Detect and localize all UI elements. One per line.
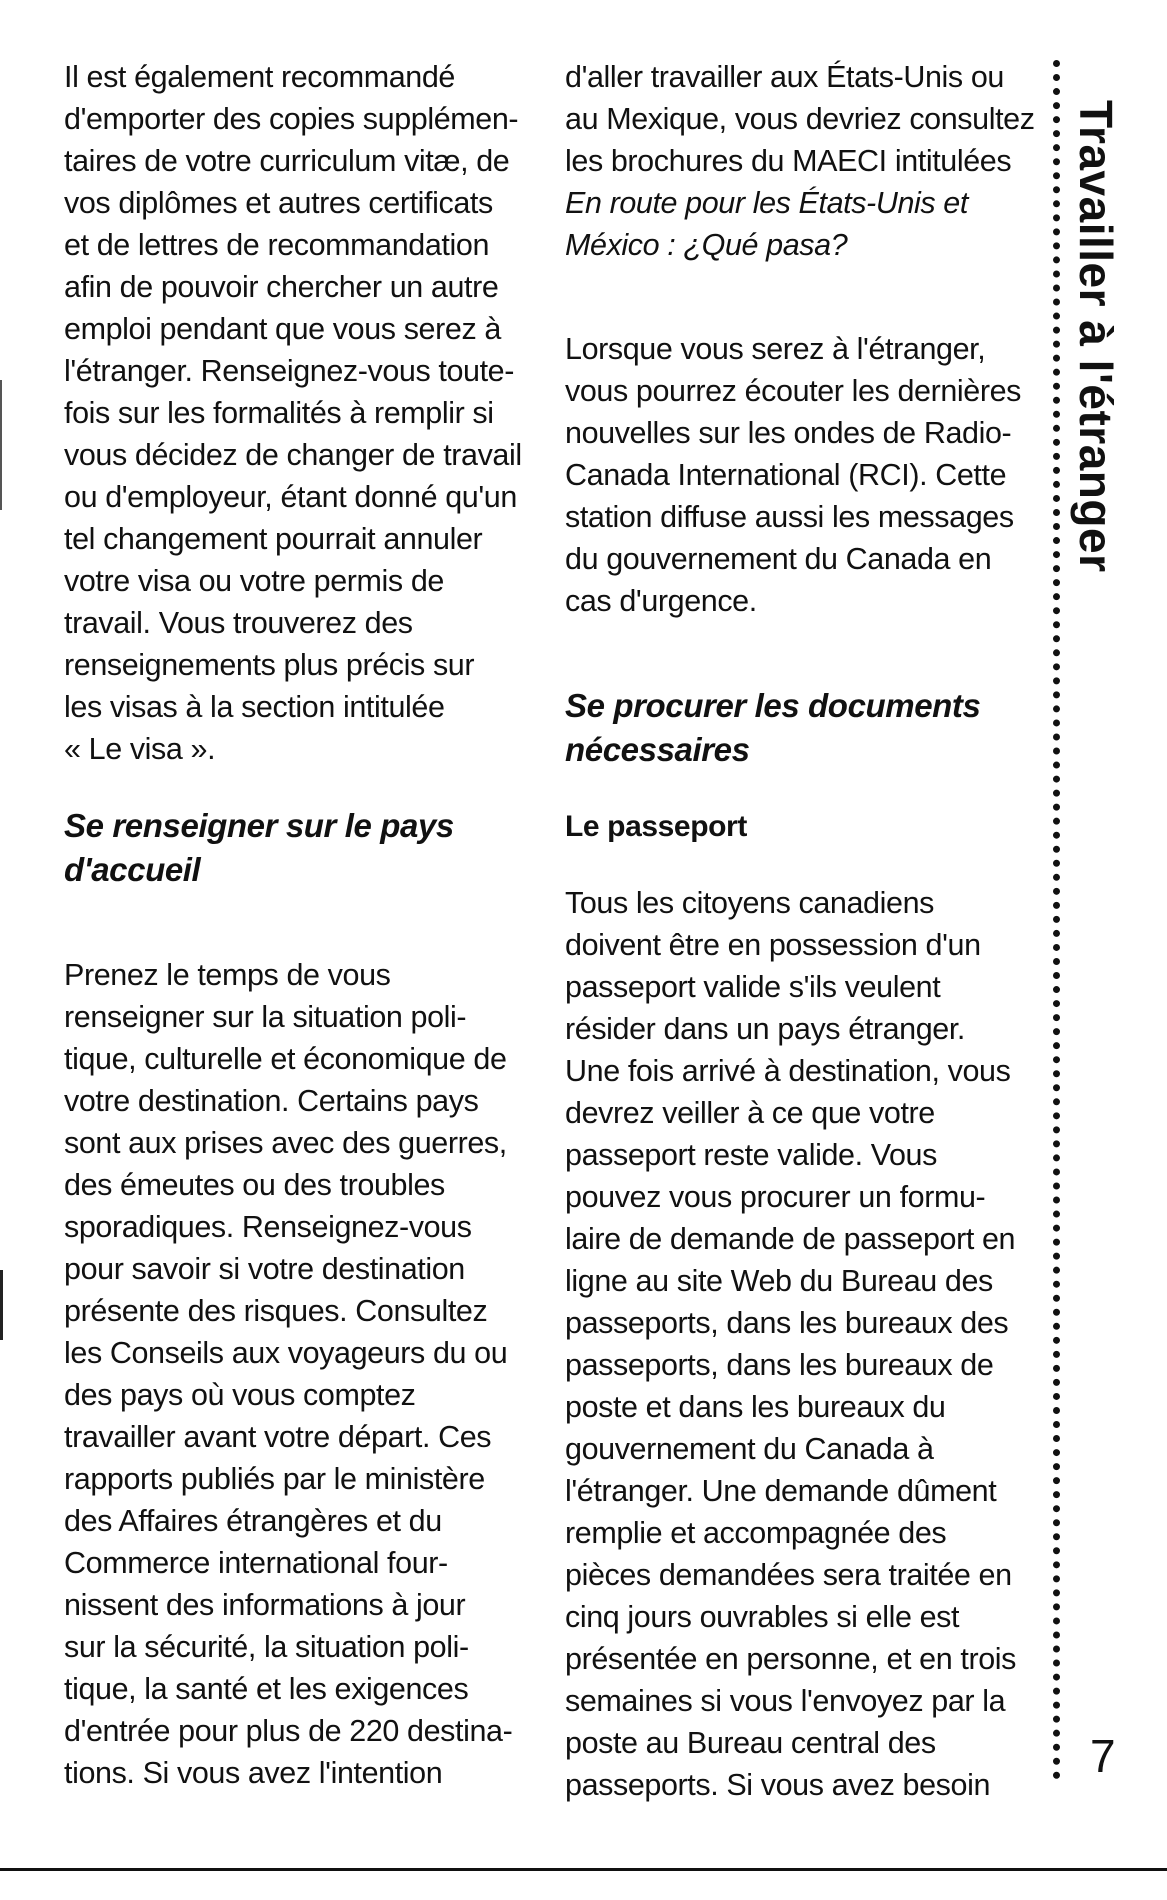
section-heading-documents bbox=[565, 684, 1025, 772]
text-line: passeports, dans les bureaux de bbox=[565, 1348, 994, 1382]
text-line: remplie et accompagnée des bbox=[565, 1516, 947, 1550]
section-heading-host-country bbox=[64, 804, 534, 892]
text-line: résider dans un pays étranger. bbox=[565, 1012, 966, 1046]
brochure-title-line: En route pour les États-Unis et bbox=[565, 186, 968, 220]
text-line: poste au Bureau central des bbox=[565, 1726, 936, 1760]
dotted-divider bbox=[1053, 60, 1060, 1780]
margin-mark bbox=[0, 380, 2, 510]
running-title bbox=[1063, 100, 1129, 580]
text-line: passeport reste valide. Vous bbox=[565, 1138, 937, 1172]
text-line: sporadiques. Renseignez-vous bbox=[64, 1210, 472, 1244]
text-line: vous pourrez écouter les dernières bbox=[565, 374, 1022, 408]
brochure-title-line: México : ¿Qué pasa? bbox=[565, 228, 848, 262]
margin-mark bbox=[0, 1270, 3, 1340]
text-line: sont aux prises avec des guerres, bbox=[64, 1126, 507, 1160]
text-line: tique, la santé et les exigences bbox=[64, 1672, 469, 1706]
text-line: Canada International (RCI). Cette bbox=[565, 458, 1007, 492]
text-line: laire de demande de passeport en bbox=[565, 1222, 1016, 1256]
text-line: doivent être en possession d'un bbox=[565, 928, 981, 962]
text-line: fois sur les formalités à remplir si bbox=[64, 396, 494, 430]
text-line: Il est également recommandé bbox=[64, 60, 455, 94]
text-line: devrez veiller à ce que votre bbox=[565, 1096, 935, 1130]
text-line: les visas à la section intitulée bbox=[64, 690, 445, 724]
text-line: semaines si vous l'envoyez par la bbox=[565, 1684, 1006, 1718]
heading-line: d'accueil bbox=[64, 851, 201, 888]
text-line: travailler avant votre départ. Ces bbox=[64, 1420, 492, 1454]
text-line: poste et dans les bureaux du bbox=[565, 1390, 946, 1424]
text-line: les Conseils aux voyageurs du ou bbox=[64, 1336, 508, 1370]
text-line: pouvez vous procurer un formu- bbox=[565, 1180, 986, 1214]
text-line: d'aller travailler aux États-Unis ou bbox=[565, 60, 1004, 94]
text-line: travail. Vous trouverez des bbox=[64, 606, 413, 640]
text-line: cinq jours ouvrables si elle est bbox=[565, 1600, 960, 1634]
text-line: des Affaires étrangères et du bbox=[64, 1504, 442, 1538]
text-line: station diffuse aussi les messages bbox=[565, 500, 1014, 534]
subheading-passport: Le passeport bbox=[565, 810, 747, 843]
text-line: pièces demandées sera traitée en bbox=[565, 1558, 1012, 1592]
text-line: votre destination. Certains pays bbox=[64, 1084, 479, 1118]
text-line: tique, culturelle et économique de bbox=[64, 1042, 507, 1076]
text-line: vous décidez de changer de travail bbox=[64, 438, 522, 472]
text-line: gouvernement du Canada à bbox=[565, 1432, 934, 1466]
paragraph-passport bbox=[565, 882, 1025, 1806]
text-line: d'entrée pour plus de 220 destina- bbox=[64, 1714, 513, 1748]
page-number: 7 bbox=[1090, 1730, 1116, 1782]
heading-line: Se procurer les documents bbox=[565, 687, 981, 724]
text-line: ligne au site Web du Bureau des bbox=[565, 1264, 993, 1298]
text-line: renseignements plus précis sur bbox=[64, 648, 475, 682]
text-line: Prenez le temps de vous bbox=[64, 958, 391, 992]
text-line: présentée en personne, et en trois bbox=[565, 1642, 1016, 1676]
text-line: présente des risques. Consultez bbox=[64, 1294, 488, 1328]
heading-line: nécessaires bbox=[565, 731, 750, 768]
bottom-rule bbox=[0, 1868, 1167, 1871]
text-line: des pays où vous comptez bbox=[64, 1378, 416, 1412]
text-line: d'emporter des copies supplémen- bbox=[64, 102, 519, 136]
text-line: emploi pendant que vous serez à bbox=[64, 312, 501, 346]
text-line: vos diplômes et autres certificats bbox=[64, 186, 493, 220]
paragraph-documents-copies bbox=[64, 56, 534, 770]
text-line: les brochures du MAECI intitulées bbox=[565, 144, 1012, 178]
text-line: des émeutes ou des troubles bbox=[64, 1168, 445, 1202]
right-column bbox=[565, 56, 1035, 1806]
text-line: « Le visa ». bbox=[64, 732, 216, 766]
running-title-text: Travailler à l'étranger bbox=[1070, 100, 1122, 573]
heading-line: Se renseigner sur le pays bbox=[64, 807, 454, 844]
text-line: du gouvernement du Canada en bbox=[565, 542, 992, 576]
text-line: Commerce international four- bbox=[64, 1546, 448, 1580]
text-line: renseigner sur la situation poli- bbox=[64, 1000, 467, 1034]
text-line: cas d'urgence. bbox=[565, 584, 757, 618]
text-line: afin de pouvoir chercher un autre bbox=[64, 270, 499, 304]
text-line: sur la sécurité, la situation poli- bbox=[64, 1630, 469, 1664]
text-line: l'étranger. Renseignez-vous toute- bbox=[64, 354, 514, 388]
text-line: nouvelles sur les ondes de Radio- bbox=[565, 416, 1012, 450]
text-line: passeport valide s'ils veulent bbox=[565, 970, 941, 1004]
text-line: taires de votre curriculum vitæ, de bbox=[64, 144, 510, 178]
left-column bbox=[64, 56, 534, 1794]
paragraph-host-country bbox=[64, 954, 534, 1794]
text-line: votre visa ou votre permis de bbox=[64, 564, 444, 598]
text-line: rapports publiés par le ministère bbox=[64, 1462, 485, 1496]
text-line: et de lettres de recommandation bbox=[64, 228, 490, 262]
text-line: ou d'employeur, étant donné qu'un bbox=[64, 480, 517, 514]
text-line: tions. Si vous avez l'intention bbox=[64, 1756, 443, 1790]
text-line: pour savoir si votre destination bbox=[64, 1252, 465, 1286]
text-line: passeports, dans les bureaux des bbox=[565, 1306, 1009, 1340]
text-line: au Mexique, vous devriez consultez bbox=[565, 102, 1035, 136]
text-line: l'étranger. Une demande dûment bbox=[565, 1474, 997, 1508]
text-line: Une fois arrivé à destination, vous bbox=[565, 1054, 1011, 1088]
text-line: Lorsque vous serez à l'étranger, bbox=[565, 332, 986, 366]
text-line: passeports. Si vous avez besoin bbox=[565, 1768, 991, 1802]
text-line: nissent des informations à jour bbox=[64, 1588, 466, 1622]
text-line: tel changement pourrait annuler bbox=[64, 522, 483, 556]
text-line: Tous les citoyens canadiens bbox=[565, 886, 934, 920]
paragraph-radio-canada bbox=[565, 328, 1025, 622]
paragraph-us-mexico bbox=[565, 56, 1035, 266]
